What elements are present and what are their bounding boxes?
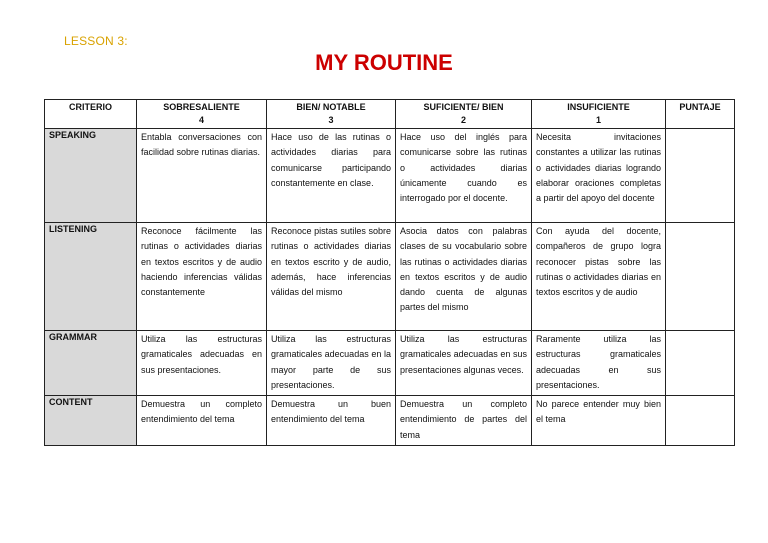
table-row-speaking [45,129,735,223]
descriptor-cell: Demuestra un completo entendimiento del tema [137,396,267,446]
header-score: 4 [198,115,204,125]
score-cell[interactable] [666,129,735,223]
page-title: MY ROUTINE [315,50,453,75]
descriptor-cell: Demuestra un completo entendimiento de partes del tema [396,396,532,446]
descriptor-cell: Asocia datos con palabras clases de su vocabulario sobre las rutinas o actividades diarias en textos escritos y de audio dando cuenta de algunas partes del mismo [396,223,532,331]
table-row-listening [45,223,735,331]
header-insuficiente [532,100,666,129]
header-score: 1 [595,115,601,125]
descriptor-cell: Reconoce pistas sutiles sobre rutinas o actividades diarias en textos escrito y de audio, además, hace inferencias válidas del mismo [267,223,396,331]
descriptor-cell: Utiliza las estructuras gramaticales adecuadas en la mayor parte de sus presentaciones. [267,331,396,396]
descriptor-cell: Hace uso del inglés para comunicarse sobre las rutinas o actividades diarias únicamente cuando es interrogado por el docente. [396,129,532,223]
descriptor-cell: Raramente utiliza las estructuras gramaticales adecuadas en sus presentaciones. [532,331,666,396]
descriptor-cell: Hace uso de las rutinas o actividades diarias para comunicarse participando constantemente en clase. [267,129,396,223]
header-score: 3 [328,115,334,125]
criterion-cell: GRAMMAR [45,331,137,396]
table-row-content [45,396,735,446]
header-label: INSUFICIENTE [567,102,630,112]
descriptor-cell: Demuestra un buen entendimiento del tema [267,396,396,446]
header-label: BIEN/ NOTABLE [296,102,366,112]
header-puntaje [666,100,735,129]
rubric-table [44,99,735,446]
header-score: 2 [460,115,466,125]
criterion-cell: CONTENT [45,396,137,446]
header-criterio [45,100,137,129]
score-cell[interactable] [666,396,735,446]
header-suficiente [396,100,532,129]
criterion-cell: SPEAKING [45,129,137,223]
lesson-label: LESSON 3: [64,34,128,48]
descriptor-cell: Reconoce fácilmente las rutinas o actividades diarias en textos escritos y de audio haciendo inferencias válidas constantemente [137,223,267,331]
descriptor-cell: Necesita invitaciones constantes a utilizar las rutinas o actividades diarias logrando elaborar oraciones completas a partir del apoyo del docente [532,129,666,223]
descriptor-cell: Utiliza las estructuras gramaticales adecuadas en sus presentaciones algunas veces. [396,331,532,396]
descriptor-cell: Entabla conversaciones con facilidad sobre rutinas diarias. [137,129,267,223]
score-cell[interactable] [666,331,735,396]
header-row [45,100,735,129]
criterion-cell: LISTENING [45,223,137,331]
descriptor-cell: No parece entender muy bien el tema [532,396,666,446]
table-row-grammar [45,331,735,396]
header-label: CRITERIO [68,102,112,112]
descriptor-cell: Utiliza las estructuras gramaticales adecuadas en sus presentaciones. [137,331,267,396]
header-label: SOBRESALIENTE [163,102,240,112]
header-label: PUNTAJE [679,102,721,112]
header-bien-notable [267,100,396,129]
score-cell[interactable] [666,223,735,331]
header-label: SUFICIENTE/ BIEN [423,102,504,112]
descriptor-cell: Con ayuda del docente, compañeros de grupo logra reconocer pistas sobre las rutinas o actividades diarias en textos escritos y de audio [532,223,666,331]
header-sobresaliente [137,100,267,129]
